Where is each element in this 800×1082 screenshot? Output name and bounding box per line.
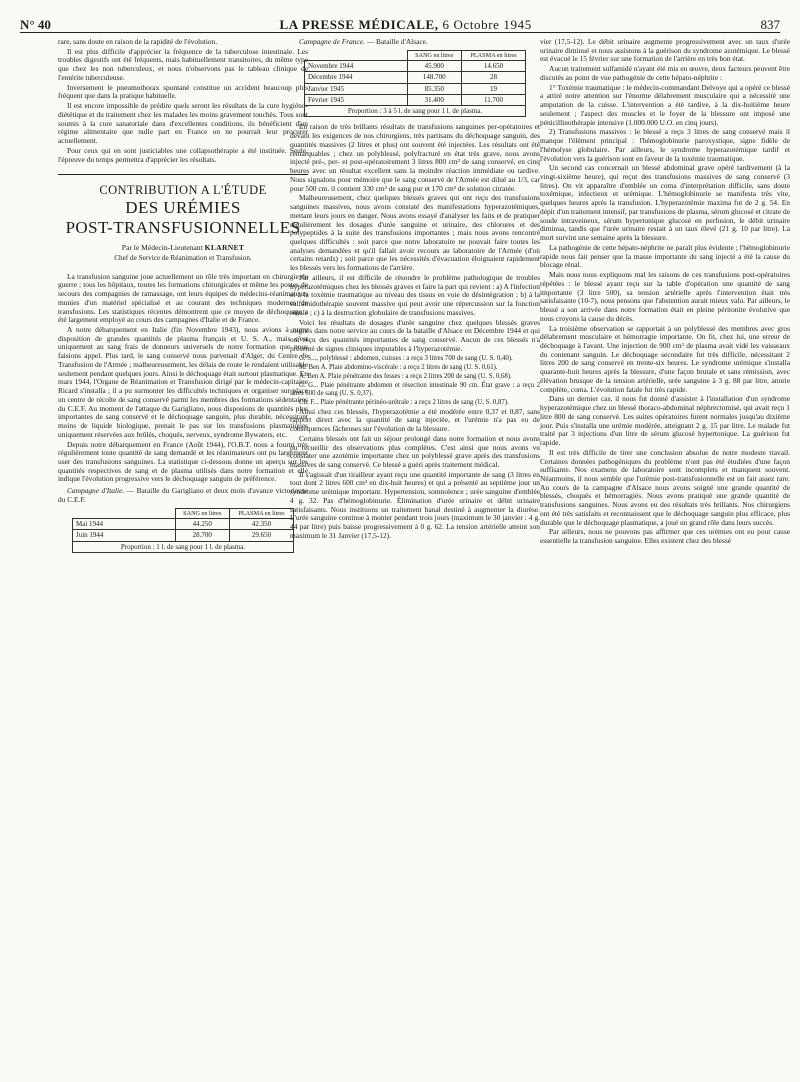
column-header-sang: SANG en litres xyxy=(407,50,461,60)
table-caption-campaign: Campagne d'Italie. xyxy=(67,486,125,496)
sang-value: 85.350 xyxy=(407,83,461,94)
paragraph: Pour ceux qui en sont justiciables une collapsothérapie a été instituée. Seule, l'épreuve du temps permettra d'apprécier les résultats. xyxy=(58,145,308,164)
row-label: Janvier 1945 xyxy=(305,83,408,94)
author-affiliation: Chef de Service de Réanimation et Transfusion. xyxy=(114,254,252,263)
paragraph: Inversement le pneumothorax spontané constitue un accident beaucoup plus fréquent que dans la pratique habituelle. xyxy=(58,82,308,101)
table-caption xyxy=(58,487,308,504)
paragraph: Malheureusement, chez quelques blessés graves qui ont reçu des transfusions sanguines massives, nous avons constaté des manifestations hyperazotémiques, mettant leurs jours en danger. Nous avons essayé d'analyser les faits et de pratiquer régulièrement les dosages d'urée sanguine et urinaire, des chlorures et des polypeptides à la suite des transfusions importantes ; mais nous avons rencontré quelques difficultés : soit parce que notre laboratoire ne pouvait faire toutes les analyses demandées et qu'il fallait avoir recours au laboratoire de l'Armée (d'où certains retards) ; soit parce que les nécessités d'évacuation éloignaient rapidement les blessés vers les formations de l'arrière. xyxy=(290,193,540,273)
table-proportion-row xyxy=(305,106,526,117)
column-2 xyxy=(290,38,540,1074)
paragraph: Un second cas concernait un blessé abdominal grave opéré tardivement (à la vingt-sixième heure), qui reçut des transfusions massives de sang conservé (3 litres). On vit apparaître d'emblée un coma d'interprétation difficile, sans doute toxémique, infectieux et urémique. L'hémoglobinurie se manifesta très vite, quelques heures après la transfusion. L'hyperazotémie maxima fut de 2 g. 54. En dépit d'un traitement intensif, par transfusions de plasma, sérum glucosé et citrate de soude intraveineux, sérum hypertonique glucosé en perfusion, le débit urinaire diminua, tandis que l'urée urinaire restait à un taux élevé (21 g. 10 par litre). La mort survint une semaine après la blessure. xyxy=(540,163,790,243)
article-title xyxy=(58,183,308,238)
table-row xyxy=(305,72,526,83)
france-campaign-table xyxy=(304,50,526,118)
table-row xyxy=(305,94,526,105)
paragraph: Par ailleurs, nous ne pouvons pas affirmer que ces urémies ont eu pour cause essentielle la transfusion sanguine. Elles existent chez des blessé xyxy=(540,527,790,546)
sang-value: 28.700 xyxy=(175,530,229,541)
byline xyxy=(58,244,308,253)
row-label: Novembre 1944 xyxy=(305,61,408,72)
journal-name: LA PRESSE MÉDICALE, xyxy=(279,16,439,32)
author-name: KLARNET xyxy=(204,243,245,253)
table-row xyxy=(73,519,294,530)
paragraph: A notre débarquement en Italie (fin Novembre 1943), nous avions à notre disposition de grandes quantités de plasma français et U. S. A., mais c'est uniquement au sang frais de donneurs universels de notre formation que nous faisions appel. Plus tard, le sang conservé nous parvenait d'Alger, du Centre de Transfusion de l'Armée ; malheureusement, les délais de route le rendaient utilisable seulement pendant quelques jours. Ainsi le déchoquage était surtout plasmatique. En mars 1944, l'Organe de Réanimation et Transfusion dirigé par le médecin-capitaine Ricard s'installa ; il a pu surmonter les difficultés techniques et organiser sur place un centre de récolte de sang conservé parmi les membres des formations sédentaires du C.E.F. Au moment de l'attaque du Garigliano, nous disposions de quantités plus importantes de sang conservé et le déchoquage sanguin, plus durable, nécessitant moins de liquide biologique, prenait le pas sur les transfusions plasmatiques uniquement réservées aux brûlés, choqués, nerveux, syndrome Bywaters, etc. xyxy=(58,324,308,439)
paragraph: La transfusion sanguine joue actuellement un rôle très important en chirurgie de guerre ; tous les hôpitaux, toutes les formations chirurgicales et même les postes de secours des compagnies de ramassage, ont leurs équipes de médecins-réanimateurs munies d'un matériel spécialisé et au courant des techniques modernes de transfusions. Les statistiques récentes démontrent que ce moyen de déchoquage a été largement employé au cours des campagnes d'Italie et de France. xyxy=(58,271,308,325)
journal-title xyxy=(280,17,532,32)
case-entry: Ch. F... Plaie pénétrante périnéo-urétrale : a reçu 2 litres de sang (U. S. 0,87). xyxy=(299,398,509,406)
paragraph: vier (17,5-12). Le débit urinaire augmente progressivement avec un taux d'urée urinaire diminué et nous assistons à la guérison du syndrome azotémique. Le blessé est évacué le 15 février sur une formation de l'arrière en très bon état. xyxy=(540,38,790,64)
plasma-value: 11.700 xyxy=(461,94,525,105)
table-row xyxy=(305,61,526,72)
article-title-line-3: POST-TRANSFUSIONNELLES xyxy=(65,218,301,238)
article-title-line-1: CONTRIBUTION A L'ÉTUDE xyxy=(99,183,267,198)
proportion-note: Proportion : 1 l. de sang pour 1 l. de plasma. xyxy=(73,541,294,552)
paragraph: En raison de très brillants résultats de transfusions sanguines per-opératoires et devant les exigences de nos chirurgiens, très partisans du déchoquage sanguin, des quantités massives (2 litres et plus) ont souvent été injectées. Les résultats ont été remarquables ; chez un polyblessé, polyfracturé en état très grave, nous avons injecté pré-, per- et post-opératoirement 3 litres 800 cm³ de sang conservé, en cinq heures avec un résultat excellent sans la moindre réaction immédiate ou tardive. Nous signalons pour mémoire que le sang conservé de l'Armée est dilué au 1/3, car pour 500 cm. il contient 330 cm³ de sang pur et 170 cm³ de solution citratée. xyxy=(290,122,540,193)
article-divider xyxy=(58,174,308,175)
article-title-line-2: DES URÉMIES xyxy=(125,198,241,218)
plasma-value: 14.650 xyxy=(461,61,525,72)
paragraph: Voici les résultats de dosages d'urée sanguine chez quelques blessés graves soignés dans notre service au cours de la bataille d'Alsace en Décembre 1944 et qui ont reçu des quantités importantes de sang conservé. Aucun de ces blessés n'a présenté de signes cliniques imputables à l'hyperazotémie. xyxy=(290,317,540,353)
column-header-plasma: PLASMA en litres xyxy=(461,50,525,60)
table-row xyxy=(73,530,294,541)
table-header-row xyxy=(305,50,526,60)
row-label: Février 1945 xyxy=(305,94,408,105)
row-label: Mai 1944 xyxy=(73,519,176,530)
sang-value: 31.400 xyxy=(407,94,461,105)
column-3 xyxy=(540,38,790,1074)
issue-number: N° 40 xyxy=(20,16,51,32)
table-caption-text: — Bataille du Garigliano et deux mois d'avance victorieuse du C.E.F. xyxy=(58,486,308,504)
case-entry: G. G... Plaie pénétrante abdomen et résection intestinale 90 cm. État grave : a reçu 2 litres 600 de sang (U. S. 0,37). xyxy=(290,381,540,397)
paragraph: Il est très difficile de tirer une conclusion absolue de notre modeste travail. Certaines données pathogéniques du problème n'ont pas été étudiées d'une façon suffisante. Nos examens de laboratoire sont incomplets et manquent souvent. Néanmoins, il nous semble que l'urémie post-transfusionnelle est un fait assez rare. Au cours de la campagne d'Alsace nous avons soigné une grande quantité de blessés, choqués et hémorragiés. Nous avons pratiqué une grande quantité de transfusions sanguines. Nous avons eu des résultats très brillants. Nos chirurgiens ont été très satisfaits et reconnaissent que le déchoquage sanguin plus efficace, plus durable que le déchoquage plasmatique, a joué un grand rôle dans leurs succès. xyxy=(540,447,790,527)
column-header-sang: SANG en litres xyxy=(175,508,229,518)
paragraph: Certains blessés ont fait un séjour prolongé dans notre formation et nous avons pu recueillir des observations plus complètes. C'est ainsi que nous avons vu constater une azotémie importante chez un polyblessé grave après des transfusions massives de sang conservé. Ce blessé a guéri après traitement médical. xyxy=(290,433,540,470)
byline-prefix: Par le Médecin-Lieutenant xyxy=(121,243,203,253)
case-entry: G. S..., polyblessé : abdomen, cuisses : a reçu 3 litres 700 de sang (U. S. 0,40). xyxy=(299,354,513,362)
row-label: Décembre 1944 xyxy=(305,72,408,83)
paragraph: 2) Transfusions massives : le blessé a reçu 3 litres de sang conservé mais il manque l'élément principal : l'hémoglobinurie paroxystique, signe fidèle de l'hémolyse globulaire. Par ailleurs, le syndrome hyperazotémique tardif et l'évolution vers la guérison sont en faveur de la toxémie traumatique. xyxy=(540,127,790,163)
paragraph: Il s'agissait d'un tirailleur ayant reçu une quantité importante de sang (3 litres en tout dont 2 litres 600 cm³ en dix-huit heures) et qui a présenté au septième jour un syndrome urémique important. Hypertension, somnolence ; urée sanguine d'emblée 4 g. 32. Pas d'hémoglobinurie. Élimination d'urée urinaire et débit urinaire satisfaisants. Nous instituons un traitement banal destiné à augmenter la diurèse. L'urée sanguine continue à monter pendant trois jours (maximum le 30 janvier : 4 g. 44 par litre) puis baisse progressivement à 0 g. 62. La tension artérielle atteint son maximum le 31 Janvier (17,5-12). xyxy=(290,469,540,540)
column-1 xyxy=(58,38,308,1074)
paragraph: Il est encore impossible de prédire quels seront les résultats de la cure hygiéno-diététique et du traitement chez les malades les moins gravement touchés. Tous sont soumis à la cure sanatoriale dans d'excellentes conditions, ils bénéficient d'un régime alimentaire que nulle part en France on ne pourrait leur procurer actuellement. xyxy=(58,101,308,146)
table-row xyxy=(305,83,526,94)
table-caption xyxy=(290,38,540,47)
issue-date: 6 Octobre 1945 xyxy=(442,16,532,32)
plasma-value: 29.650 xyxy=(229,530,293,541)
table-caption-text: — Bataille d'Alsace. xyxy=(364,38,428,46)
table-caption-campaign: Campagne de France. xyxy=(299,38,365,46)
table-header-row xyxy=(73,508,294,518)
paragraph: La troisième observation se rapportait à un polyblessé des membres avec gros délabrement musculaire et hémorragie importante. On fit, chez lui, une erreur de déchoquage à l'avant. Une injection de 900 cm³ de plasma avait vidé les vaisseaux du contenant sanguin. Le déchoquage secondaire fut très difficile, nécessitant 2 litres 200 de sang conservé en trente-six heures. Le syndrome urémique s'installa quarante-huit heures après la blessure, d'une façon brutale et sans rémission, avec élévation brusque de la tension artérielle, urée sanguine à 3 g. 88 par litre, anurie complète, coma. L'évolution fatale fut très rapide. xyxy=(540,323,790,394)
sang-value: 44.250 xyxy=(175,519,229,530)
paragraph: Ainsi chez ces blessés, l'hyperazotémie a été modérée entre 0,37 et 0,87, sans rapport direct avec la quantité de sang injectée, et l'urémie n'a pas eu de conséquences fâcheuses sur l'évolution de la blessure. xyxy=(290,406,540,434)
paragraph: Mais nous nous expliquons mal les raisons de ces transfusions post-opératoires répétées : le blessé ayant reçu sur la table d'opération une quantité de sang importante (3 litre 500), sa tension artérielle après l'intervention était très satisfaisante (10-7), nous pensons que l'abstention aurait mieux valu. Par ailleurs, le blessé a son arrivée dans notre formation était en pleine péritonite évolutive que nous croyons la cause du décès. xyxy=(540,270,790,323)
case-entry: M. Ben A. Plaie abdomino-viscérale : a reçu 2 litres de sang (U. S. 0,61). xyxy=(299,363,498,371)
table-proportion-row xyxy=(73,541,294,552)
plasma-value: 42.350 xyxy=(229,519,293,530)
sang-value: 45.900 xyxy=(407,61,461,72)
plasma-value: 19 xyxy=(461,83,525,94)
paragraph: rare, sans doute en raison de la rapidité de l'évolution. xyxy=(58,38,218,46)
page-number: 837 xyxy=(760,16,780,32)
proportion-note: Proportion : 3 à 5 l. de sang pour 1 l. de plasma. xyxy=(305,106,526,117)
case-entry: A. Ben A. Plaie pénétrante des fesses : a reçu 2 litres 200 de sang (U. S. 0,68). xyxy=(299,372,512,380)
paragraph: Par ailleurs, il est difficile de résoudre le problème pathologique de troubles hyperazotémiques chez les blessés graves et faire la part qui revient : a) A l'infection et à la toxémie traumatique au niveau des tissus en voie de désintégration ; b) à la sulfamidothérapie souvent massive qui peut avoir une répercussion sur la fonction rénale ; c) à la destruction globulaire de transfusions massives. xyxy=(290,272,540,317)
paragraph: Depuis notre débarquement en France (Août 1944), l'O.B.T. nous a fourni très régulièrement toute quantité de sang demandé et les réanimateurs ont pu largement user des transfusions sanguines. La statistique ci-dessous donne un aperçu sur les quantités respectives de sang et de plasma utilisés dans notre formation et elle indique l'évolution progressive vers le déchoquage sanguin de préférence. xyxy=(58,439,308,484)
sang-value: 148.700 xyxy=(407,72,461,83)
paragraph: Il est plus difficile d'apprécier la fréquence de la tuberculose intestinale. Les troubles digestifs ont été fréquents, mais habituellement transitoires, du même type que chez les non tuberculeux, et nous n'observons pas le tableau clinique de l'entérite tuberculeuse. xyxy=(58,46,308,82)
plasma-value: 28 xyxy=(461,72,525,83)
paragraph: 1° Toxémie traumatique : le médecin-commandant Delvoye qui a opéré ce blessé a attiré notre attention sur l'énorme délabrement musculaire qui a nécessité une amputation de la cuisse. L'intervention a été tardive, à la dix-huitième heure seulement ; l'aspect des muscles et le foyer de la blessure ont imposé une pénicillinothérapie intensive (1.000.000 U.O. en cinq jours). xyxy=(540,82,790,127)
page-header xyxy=(20,10,780,33)
paragraph: La pathogénie de cette hépato-néphrite ne paraît plus évidente ; l'hémoglobinurie rapide nous fait penser que la masse importante du sang injecté a été la cause du blocage rénal. xyxy=(540,242,790,270)
paragraph: Aucun traitement sulfamidé n'ayant été mis en œuvre, deux facteurs peuvent être discutés au point de vue pathogénie de cette hépato-néphrite : xyxy=(540,64,790,82)
italy-campaign-table xyxy=(72,508,294,553)
paragraph: Dans un dernier cas, il nous fut donné d'assister à l'installation d'un syndrome hyperazotémique chez un blessé thoraco-abdominal néphrectomisé, qui avait reçu 1 litre 800 de sang conservé. Les suites opératoires furent normales jusqu'au dixième jour. Puis s'installa une urémie modérée, atteignant 2 g. 15 par litre. Le malade fut traité par 3 injections d'un litre de sérum glucosé hypertonique. La guérison fut rapide. xyxy=(540,394,790,448)
row-label: Juin 1944 xyxy=(73,530,176,541)
column-header-plasma: PLASMA en litres xyxy=(229,508,293,518)
